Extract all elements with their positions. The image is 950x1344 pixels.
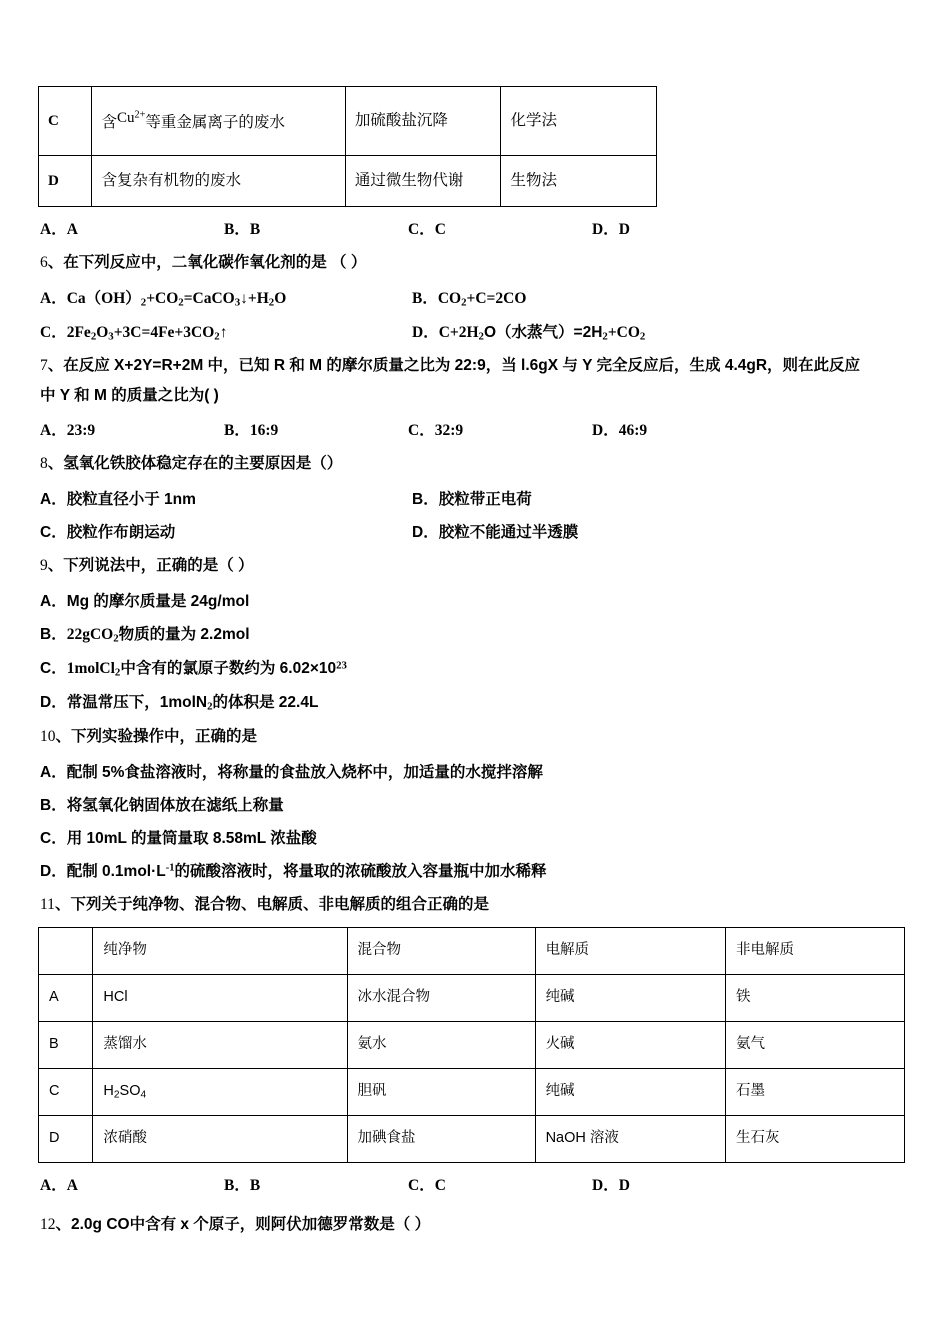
option-b: B．B [224, 1176, 261, 1194]
option-d: D．$C+2H_2O$（水蒸气）$=2H_2+CO_2$ [412, 323, 646, 343]
option-b: B．胶粒带正电荷 [412, 491, 532, 509]
question-number: 10 [40, 727, 56, 745]
question-text: 、2.0g CO中含有 x 个原子，则阿伏加德罗常数是（ ） [55, 1215, 431, 1233]
question-6-options-2 [40, 320, 914, 343]
question-number: 9 [40, 557, 48, 575]
cell-pure-substance: 蒸馏水 [93, 1021, 347, 1068]
answers-q11 [40, 1173, 914, 1195]
option-c: C．$2Fe_2O_3+3C=4Fe+3CO_2↑$ [40, 323, 228, 343]
question-11-stem [40, 893, 914, 917]
row-label: A [39, 974, 93, 1021]
waste-suffix: 等重金属离子的废水 [145, 113, 285, 131]
cell-mixture: 加碘食盐 [347, 1115, 535, 1162]
question-7-stem [40, 354, 914, 378]
copper-ion-formula: $Cu^{2+}$ [116, 109, 146, 127]
table-row [39, 1021, 905, 1068]
waste-description [92, 87, 345, 156]
waste-description: 含复杂有机物的废水 [92, 156, 345, 207]
question-text: 、在下列反应中，二氧化碳作氧化剂的是 （ ） [47, 254, 367, 271]
row-label: D [39, 1115, 93, 1162]
row-label: B [39, 1021, 93, 1068]
option-d: D．D [592, 1176, 630, 1194]
cell-electrolyte: 纯碱 [535, 1068, 725, 1115]
treatment-category: 化学法 [501, 87, 657, 156]
treatment-method: 通过微生物代谢 [345, 156, 501, 207]
cell-nonelectrolyte: 石墨 [726, 1068, 905, 1115]
question-9-stem [40, 554, 914, 578]
table-row [39, 1115, 905, 1162]
cell-pure-substance: 浓硝酸 [93, 1115, 347, 1162]
question-text-line1: 、在反应 X+2Y=R+2M 中，已知 R 和 M 的摩尔质量之比为 22:9，当 l.6gX 与 Y 完全反应后，生成 4.4gR，则在此反应 [47, 357, 861, 375]
option-b: B．$CO_2+C=2CO$ [412, 290, 527, 309]
cell-electrolyte: 火碱 [535, 1021, 725, 1068]
question-9-option-b: B．22gCO$_2$物质的量为 2.2mol [40, 626, 250, 646]
cell-mixture: 胆矾 [347, 1068, 535, 1115]
row-label: D [39, 156, 92, 207]
question-7-options [40, 418, 914, 440]
option-b: B．B [224, 221, 261, 238]
option-a: A．胶粒直径小于 1nm [40, 491, 196, 509]
question-number: 11 [40, 895, 55, 913]
treatment-method: 加硫酸盐沉降 [345, 87, 501, 156]
question-8-options-2 [40, 520, 914, 542]
waste-prefix: 含 [101, 113, 117, 131]
question-7-stem-line2: 中 Y 和 M 的质量之比为( ) [40, 387, 219, 405]
cell-nonelectrolyte: 氨气 [726, 1021, 905, 1068]
cell-electrolyte: 纯碱 [535, 974, 725, 1021]
question-text: 、下列实验操作中，正确的是 [55, 727, 258, 745]
table-row [39, 974, 905, 1021]
question-text: 、下列说法中，正确的是（ ） [47, 557, 254, 575]
cell-nonelectrolyte: 生石灰 [726, 1115, 905, 1162]
cell-nonelectrolyte: 铁 [726, 974, 905, 1021]
cell-pure-substance: $H_2SO_4$ [93, 1068, 347, 1115]
option-c: C．胶粒作布朗运动 [40, 524, 176, 542]
option-c: C．C [408, 1176, 446, 1194]
question-text: 、氢氧化铁胶体稳定存在的主要原因是（） [47, 455, 343, 473]
question-number: 7 [40, 357, 48, 375]
question-9-option-d: D．常温常压下，1molN$_2$的体积是 22.4L [40, 693, 319, 713]
table-row [39, 87, 657, 156]
question-6-stem [40, 251, 914, 275]
option-a: A．23:9 [40, 422, 96, 440]
cell-mixture: 氨水 [347, 1021, 535, 1068]
option-d: D．D [592, 221, 630, 238]
question-10-option-d: D．配制 $0.1mol\cdot L^{-1}$的硫酸溶液时，将量取的浓硫酸放入容量瓶中加水稀释 [40, 862, 547, 880]
question-10-option-b: B．将氢氧化钠固体放在滤纸上称量 [40, 796, 284, 814]
header-electrolyte: 电解质 [535, 927, 725, 974]
treatment-category: 生物法 [501, 156, 657, 207]
option-d: D．46:9 [592, 422, 648, 440]
table-header-row [39, 927, 905, 974]
option-a: A．$Ca(OH)_2+CO_2=CaCO_3↓+H_2O$ [40, 290, 287, 309]
option-c: C．C [408, 221, 446, 238]
option-b: B．16:9 [224, 422, 279, 440]
question-number: 6 [40, 254, 48, 271]
question-number: 8 [40, 455, 48, 473]
header-pure-substance: 纯净物 [93, 927, 347, 974]
row-label: C [39, 1068, 93, 1115]
page-content [38, 86, 914, 1237]
question-text: 、下列关于纯净物、混合物、电解质、非电解质的组合正确的是 [54, 895, 489, 913]
table-row [39, 156, 657, 207]
option-a: A．A [40, 221, 78, 238]
question-8-stem [40, 452, 914, 476]
option-d: D．胶粒不能通过半透膜 [412, 524, 579, 542]
question-9-option-a: A．Mg 的摩尔质量是 24g/mol [40, 593, 250, 611]
question-6-options [40, 286, 914, 309]
question-10-option-a: A．配制 5%食盐溶液时，将称量的食盐放入烧杯中，加适量的水搅拌溶解 [40, 763, 543, 781]
cell-electrolyte: NaOH 溶液 [535, 1115, 725, 1162]
header-blank [39, 927, 93, 974]
question-12-stem [40, 1213, 914, 1237]
cell-pure-substance: HCl [93, 974, 347, 1021]
header-nonelectrolyte: 非电解质 [726, 927, 905, 974]
cell-mixture: 冰水混合物 [347, 974, 535, 1021]
question-10-stem [40, 725, 914, 749]
question-number: 12 [40, 1215, 56, 1233]
question-8-options [40, 487, 914, 509]
answers-q5 [40, 217, 914, 239]
question-9-option-c: C．1molCl$_2$中含有的氯原子数约为 $6.02\times 10^{23}$ [40, 659, 347, 679]
option-a: A．A [40, 1176, 78, 1194]
question-10-option-c: C．用 10mL 的量筒量取 8.58mL 浓盐酸 [40, 829, 317, 847]
header-mixture: 混合物 [347, 927, 535, 974]
table-row [39, 1068, 905, 1115]
wastewater-treatment-table [38, 86, 657, 207]
option-c: C．32:9 [408, 422, 464, 440]
substance-classification-table [38, 927, 905, 1163]
row-label: C [39, 87, 92, 156]
